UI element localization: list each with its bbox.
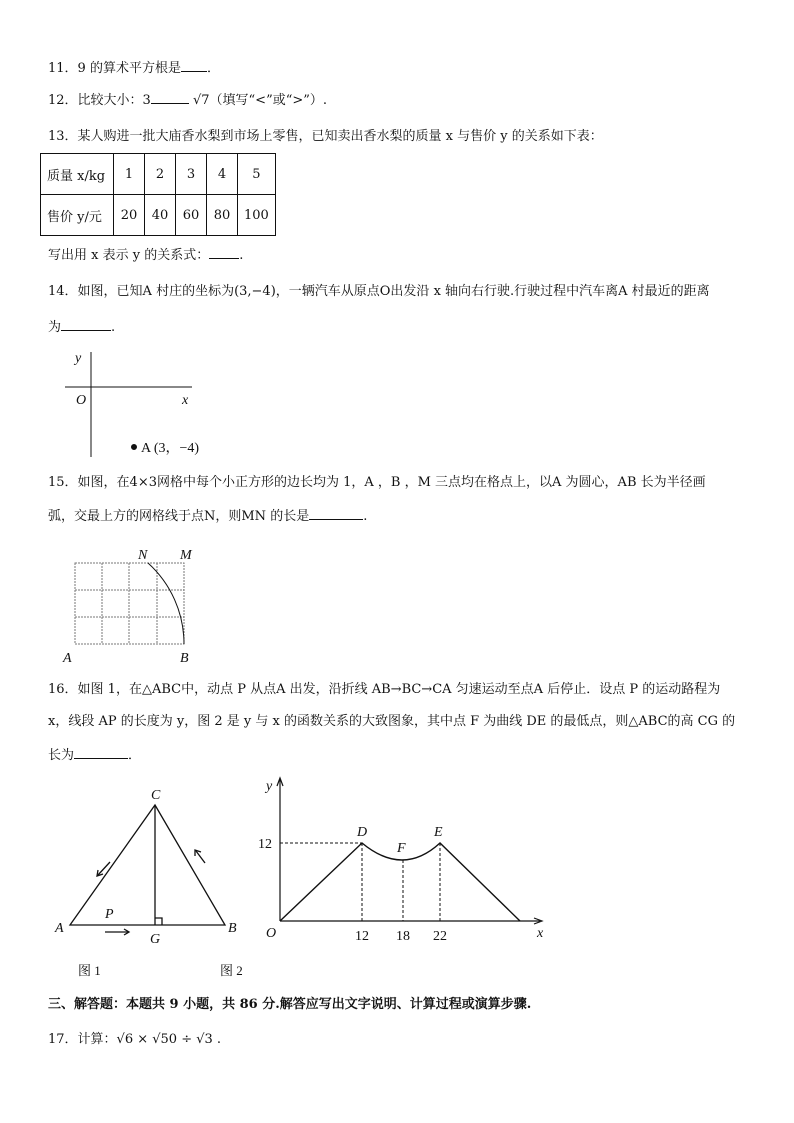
q13-end: . <box>239 248 244 263</box>
point-e-label: E <box>434 825 443 840</box>
q15-grid <box>75 563 184 644</box>
q16-end: ． <box>128 748 142 763</box>
y-axis-label: y <box>266 779 273 794</box>
table-cell: 1 <box>114 154 145 195</box>
point-c-label: C <box>151 788 161 803</box>
table-cell: 3 <box>176 154 207 195</box>
origin-label: O <box>266 926 277 941</box>
table-cell: 40 <box>145 195 176 236</box>
figure-2-caption: 图 2 <box>220 963 243 978</box>
table-cell: 质量 x/kg <box>41 154 114 195</box>
point-g-label: G <box>150 932 161 947</box>
point-m-label: M <box>180 548 192 563</box>
table-cell: 100 <box>238 195 276 236</box>
q15-end: . <box>363 509 368 524</box>
q14-line2-text: 为 <box>48 320 62 335</box>
question-13: 13．某人购进一批大庙香水梨到市场上零售，已知卖出香水梨的质量 x 与售价 y 的关系如下表： <box>48 129 603 144</box>
point-a-label: A (3，−4) <box>141 441 200 456</box>
triangle-abc <box>70 805 225 935</box>
q11-text: 11．9 的算术平方根是 <box>48 61 181 76</box>
x-tick-label: 12 <box>355 929 369 944</box>
point-n-label: N <box>138 548 148 563</box>
question-16-line2: x，线段 AP 的长度为 y，图 2 是 y 与 x 的函数关系的大致图象，其中点 F 为曲线 DE 的最低点，则△ABC的高 CG 的 <box>48 714 736 729</box>
y-tick-label: 12 <box>258 837 272 852</box>
graph-2 <box>277 778 542 924</box>
x-tick-label: 18 <box>396 929 410 944</box>
y-axis-label: y <box>75 351 82 366</box>
question-17: 17．计算：√6 × √50 ÷ √3 . <box>48 1032 222 1047</box>
point-d-label: D <box>357 825 368 840</box>
table-cell: 5 <box>238 154 276 195</box>
origin-label: O <box>76 393 87 408</box>
q14-end: . <box>111 320 116 335</box>
table-cell: 售价 y/元 <box>41 195 114 236</box>
table-cell: 2 <box>145 154 176 195</box>
q12-text: 12．比较大小：3 <box>48 93 151 108</box>
table-cell: 4 <box>207 154 238 195</box>
q16-line3-text: 长为 <box>48 748 75 763</box>
point-b-label: B <box>180 651 189 666</box>
arc-bn <box>148 563 184 644</box>
q12-sqrt: √7 <box>192 93 210 108</box>
table-cell: 60 <box>176 195 207 236</box>
question-16: 16．如图 1，在△ABC中，动点 P 从点A 出发，沿折线 AB→BC→CA 匀速运动至点A 后停止．设点 P 的运动路程为 <box>48 682 721 697</box>
point-f-label: F <box>397 841 406 856</box>
question-15: 15．如图，在4×3网格中每个小正方形的边长均为 1，A ，B ，M 三点均在格点上，以A 为圆心，AB 长为半径画 <box>48 475 706 490</box>
point-a <box>132 445 137 450</box>
x-axis-label: x <box>182 393 189 408</box>
table-cell: 20 <box>114 195 145 236</box>
figure-1-caption: 图 1 <box>78 963 101 978</box>
q15-line2-text: 弧，交最上方的网格线于点N，则MN 的长是 <box>48 509 310 524</box>
point-a-label: A <box>55 921 64 936</box>
q11-end: ． <box>206 61 220 76</box>
section-3-heading: 三、解答题：本题共 9 小题，共 86 分.解答应写出文字说明、计算过程或演算步骤. <box>48 997 532 1012</box>
question-14: 14．如图，已知A 村庄的坐标为(3,−4)，一辆汽车从原点O出发沿 x 轴向右行驶.行驶过程中汽车离A 村最近的距离 <box>48 284 710 299</box>
q12-end: （填写“<”或“>”）. <box>209 93 328 108</box>
table-cell: 80 <box>207 195 238 236</box>
x-axis-label: x <box>537 926 544 941</box>
x-tick-label: 22 <box>433 929 447 944</box>
point-a-label: A <box>63 651 72 666</box>
q13-caption-text: 写出用 x 表示 y 的关系式： <box>48 248 210 263</box>
point-b-label: B <box>228 921 237 936</box>
point-p-label: P <box>105 907 114 922</box>
